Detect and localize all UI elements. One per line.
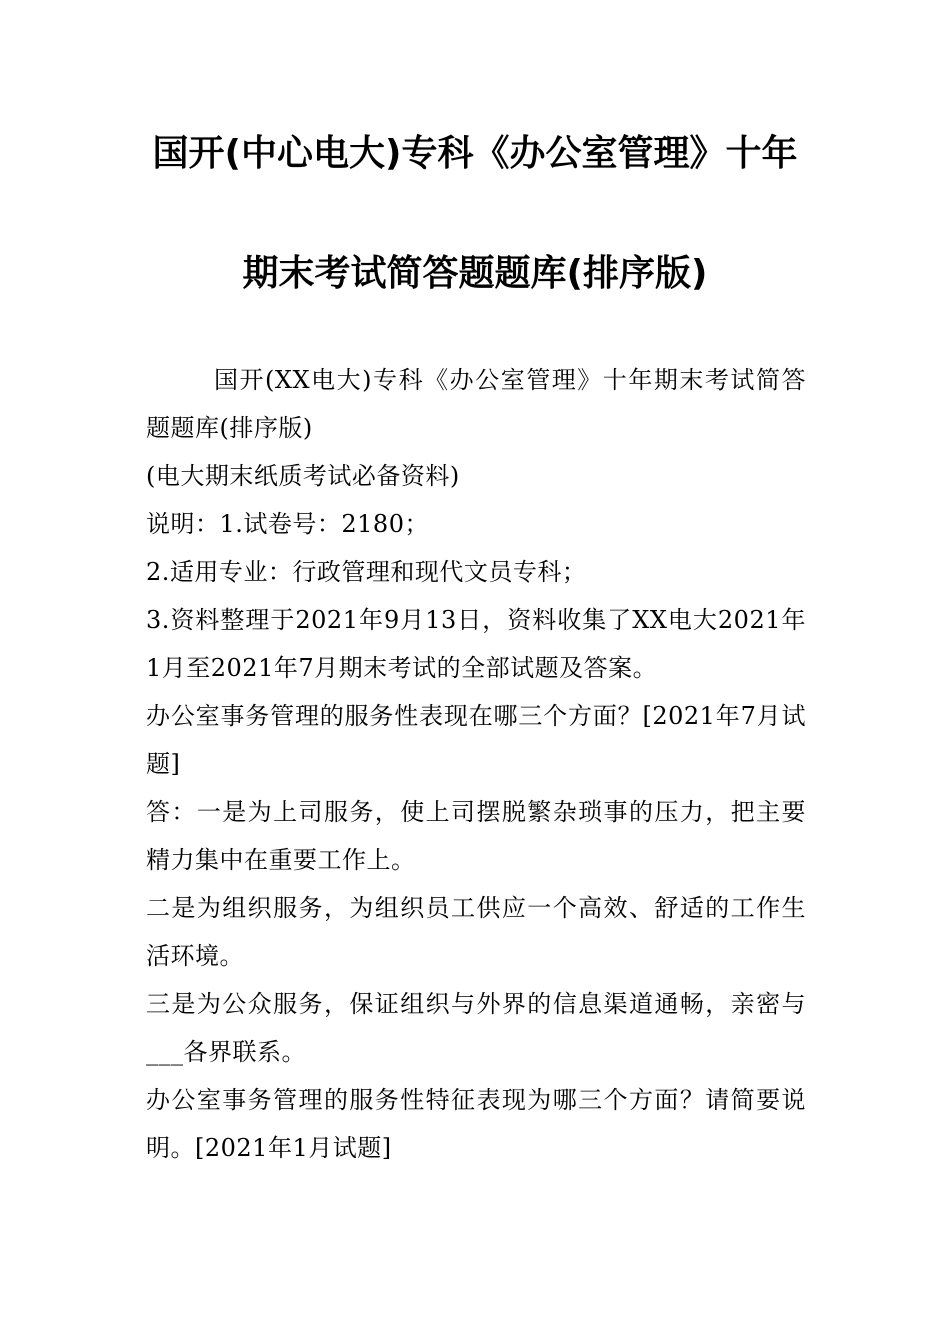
document-title-line-2: 期末考试简答题题库(排序版) [242, 253, 708, 294]
answer-1-part-1: 答：一是为上司服务，使上司摆脱繁杂琐事的压力，把主要精力集中在重要工作上。 [146, 798, 806, 874]
question-1: 办公室事务管理的服务性表现在哪三个方面？[2021年7月试题] [146, 702, 806, 778]
document-title-line-1: 国开(中心电大)专科《办公室管理》十年 [152, 133, 798, 174]
answer-1-part-3: 三是为公众服务，保证组织与外界的信息渠道通畅，亲密与___各界联系。 [146, 990, 806, 1066]
note-compilation-date: 3.资料整理于2021年9月13日，资料收集了XX电大2021年1月至2021年7月期末考试的全部试题及答案。 [146, 606, 806, 682]
intro-paragraph: 国开(XX电大)专科《办公室管理》十年期末考试简答题题库(排序版) [146, 366, 806, 442]
note-majors: 2.适用专业：行政管理和现代文员专科； [146, 558, 587, 586]
question-2: 办公室事务管理的服务性特征表现为哪三个方面？请简要说明。[2021年1月试题] [146, 1086, 806, 1162]
note-paper-number: 说明：1.试卷号：2180； [146, 510, 429, 538]
answer-1-part-2: 二是为组织服务，为组织员工供应一个高效、舒适的工作生活环境。 [146, 894, 806, 970]
subtitle-paragraph: (电大期末纸质考试必备资料) [146, 462, 460, 490]
document-body [146, 356, 806, 1172]
